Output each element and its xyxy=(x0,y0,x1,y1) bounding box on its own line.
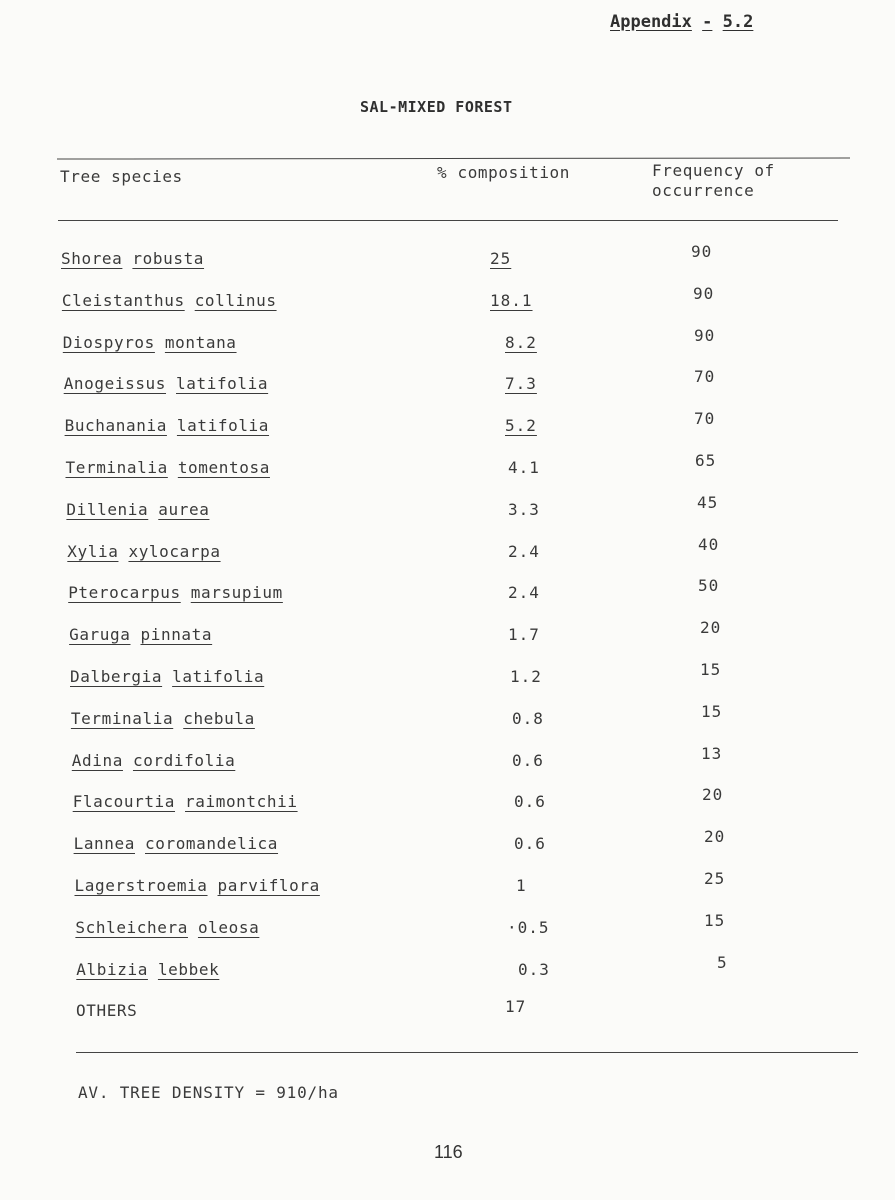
genus-name: Xylia xyxy=(67,541,119,561)
species-name xyxy=(63,333,237,352)
genus-name: Diospyros xyxy=(62,332,155,352)
genus-name: Dalbergia xyxy=(70,667,163,686)
species-name xyxy=(70,667,264,686)
composition-value: 7.3 xyxy=(505,374,537,394)
species-name xyxy=(74,834,278,853)
species-name xyxy=(76,960,219,979)
species-epithet: raimontchii xyxy=(185,792,298,812)
composition-value: 0.6 xyxy=(512,750,544,770)
species-epithet: cordifolia xyxy=(132,750,236,770)
table-row xyxy=(0,283,895,315)
table-row xyxy=(0,325,895,357)
genus-name: Dillenia xyxy=(66,499,149,519)
genus-name: Lannea xyxy=(73,834,135,854)
appendix-dash: - xyxy=(702,12,713,32)
frequency-value: 45 xyxy=(697,492,719,512)
genus-name: Adina xyxy=(71,750,123,770)
column-header-frequency-line2: occurrence xyxy=(652,181,755,200)
table-row xyxy=(0,451,895,482)
table-row xyxy=(0,785,895,816)
species-epithet: coromandelica xyxy=(145,834,279,854)
table-row xyxy=(0,618,895,649)
frequency-value: 40 xyxy=(698,534,720,554)
frequency-value: 20 xyxy=(702,785,724,805)
species-name xyxy=(64,374,268,393)
table-row xyxy=(0,409,895,440)
page-number: 116 xyxy=(434,1142,463,1162)
frequency-value: 50 xyxy=(698,576,720,596)
genus-name: Anogeissus xyxy=(63,374,167,394)
species-epithet: marsupium xyxy=(190,583,283,603)
frequency-value: 20 xyxy=(700,618,722,638)
table-row xyxy=(0,534,895,566)
species-epithet: latifolia xyxy=(176,416,270,436)
table-row xyxy=(0,660,895,691)
table-row xyxy=(0,701,895,733)
frequency-value: 90 xyxy=(693,283,715,303)
composition-value: 4.1 xyxy=(508,458,540,477)
genus-name: Albizia xyxy=(76,959,148,979)
genus-name: Garuga xyxy=(69,625,131,645)
species-epithet: xylocarpa xyxy=(128,541,221,561)
frequency-value: 5 xyxy=(717,952,728,972)
composition-value: 0.6 xyxy=(514,834,546,854)
table-row xyxy=(0,367,895,398)
header-bottom-rule xyxy=(58,220,838,221)
composition-value: 25 xyxy=(490,249,512,268)
species-epithet: oleosa xyxy=(197,917,260,937)
others-label: OTHERS xyxy=(76,1001,138,1020)
appendix-label: Appendix xyxy=(610,12,692,32)
table-row xyxy=(0,869,895,900)
table-row xyxy=(0,242,895,273)
composition-value: 0.6 xyxy=(514,792,546,812)
species-name xyxy=(75,918,259,937)
species-name xyxy=(67,542,220,561)
composition-value: 0.3 xyxy=(518,959,550,979)
species-name xyxy=(72,751,236,770)
frequency-value: 15 xyxy=(700,660,722,679)
table-row xyxy=(0,743,895,775)
species-epithet: pinnata xyxy=(140,625,213,645)
composition-value: 2.4 xyxy=(508,583,540,603)
table-row xyxy=(0,910,895,942)
table-row xyxy=(0,952,895,984)
species-epithet: latifolia xyxy=(176,374,269,394)
composition-value: ·0.5 xyxy=(507,917,550,937)
appendix-heading xyxy=(610,12,753,32)
composition-value: 1.2 xyxy=(510,667,542,686)
species-name xyxy=(69,625,212,644)
genus-name: Terminalia xyxy=(70,708,174,728)
species-epithet: aurea xyxy=(158,499,210,519)
genus-name: Buchanania xyxy=(64,416,167,436)
species-name xyxy=(61,249,204,268)
frequency-value: 20 xyxy=(704,827,726,847)
species-name xyxy=(66,458,270,477)
species-name xyxy=(62,291,277,310)
species-name xyxy=(68,583,283,602)
genus-name: Cleistanthus xyxy=(61,290,185,310)
species-epithet: latifolia xyxy=(172,667,265,686)
species-name xyxy=(66,500,209,519)
species-epithet: chebula xyxy=(183,708,255,728)
composition-value: 1 xyxy=(516,876,527,895)
frequency-value: 15 xyxy=(704,910,726,930)
composition-value: 5.2 xyxy=(505,416,537,436)
species-epithet: tomentosa xyxy=(177,458,270,477)
table-row xyxy=(0,492,895,524)
species-epithet: lebbek xyxy=(157,959,220,979)
column-header-species: Tree species xyxy=(60,167,183,186)
genus-name: Terminalia xyxy=(65,458,168,477)
composition-value: 8.2 xyxy=(505,332,537,352)
tree-density-note: AV. TREE DENSITY = 910/ha xyxy=(78,1083,339,1102)
table-row xyxy=(0,576,895,607)
frequency-value: 70 xyxy=(694,367,716,387)
composition-value: 1.7 xyxy=(508,625,540,645)
column-header-frequency xyxy=(652,161,775,201)
species-epithet: montana xyxy=(164,332,237,352)
frequency-value: 65 xyxy=(695,451,717,470)
frequency-value: 25 xyxy=(704,869,726,888)
appendix-number: 5.2 xyxy=(722,12,754,32)
frequency-value: 70 xyxy=(694,409,716,429)
species-name xyxy=(75,876,320,895)
genus-name: Lagerstroemia xyxy=(74,876,208,895)
species-epithet: parviflora xyxy=(217,876,320,895)
composition-value: 3.3 xyxy=(508,499,540,519)
composition-value: 0.8 xyxy=(512,708,544,728)
others-composition: 17 xyxy=(505,997,527,1016)
genus-name: Shorea xyxy=(61,249,123,268)
table-top-rule xyxy=(57,157,850,159)
frequency-value: 90 xyxy=(691,242,713,261)
page-title: SAL-MIXED FOREST xyxy=(360,98,513,116)
table-bottom-rule xyxy=(76,1052,858,1053)
composition-value: 18.1 xyxy=(490,290,533,310)
genus-name: Pterocarpus xyxy=(68,583,181,603)
species-epithet: robusta xyxy=(132,249,205,268)
column-header-frequency-line1: Frequency of xyxy=(652,161,775,180)
composition-value: 2.4 xyxy=(508,541,540,561)
table-row xyxy=(0,827,895,858)
species-name xyxy=(65,416,269,435)
frequency-value: 90 xyxy=(694,325,716,345)
frequency-value: 15 xyxy=(701,701,723,721)
genus-name: Flacourtia xyxy=(72,792,176,812)
column-header-composition: % composition xyxy=(437,163,571,182)
species-name xyxy=(71,709,255,728)
species-epithet: collinus xyxy=(194,290,277,310)
species-name xyxy=(73,792,298,811)
frequency-value: 13 xyxy=(701,743,723,763)
genus-name: Schleichera xyxy=(75,917,188,937)
